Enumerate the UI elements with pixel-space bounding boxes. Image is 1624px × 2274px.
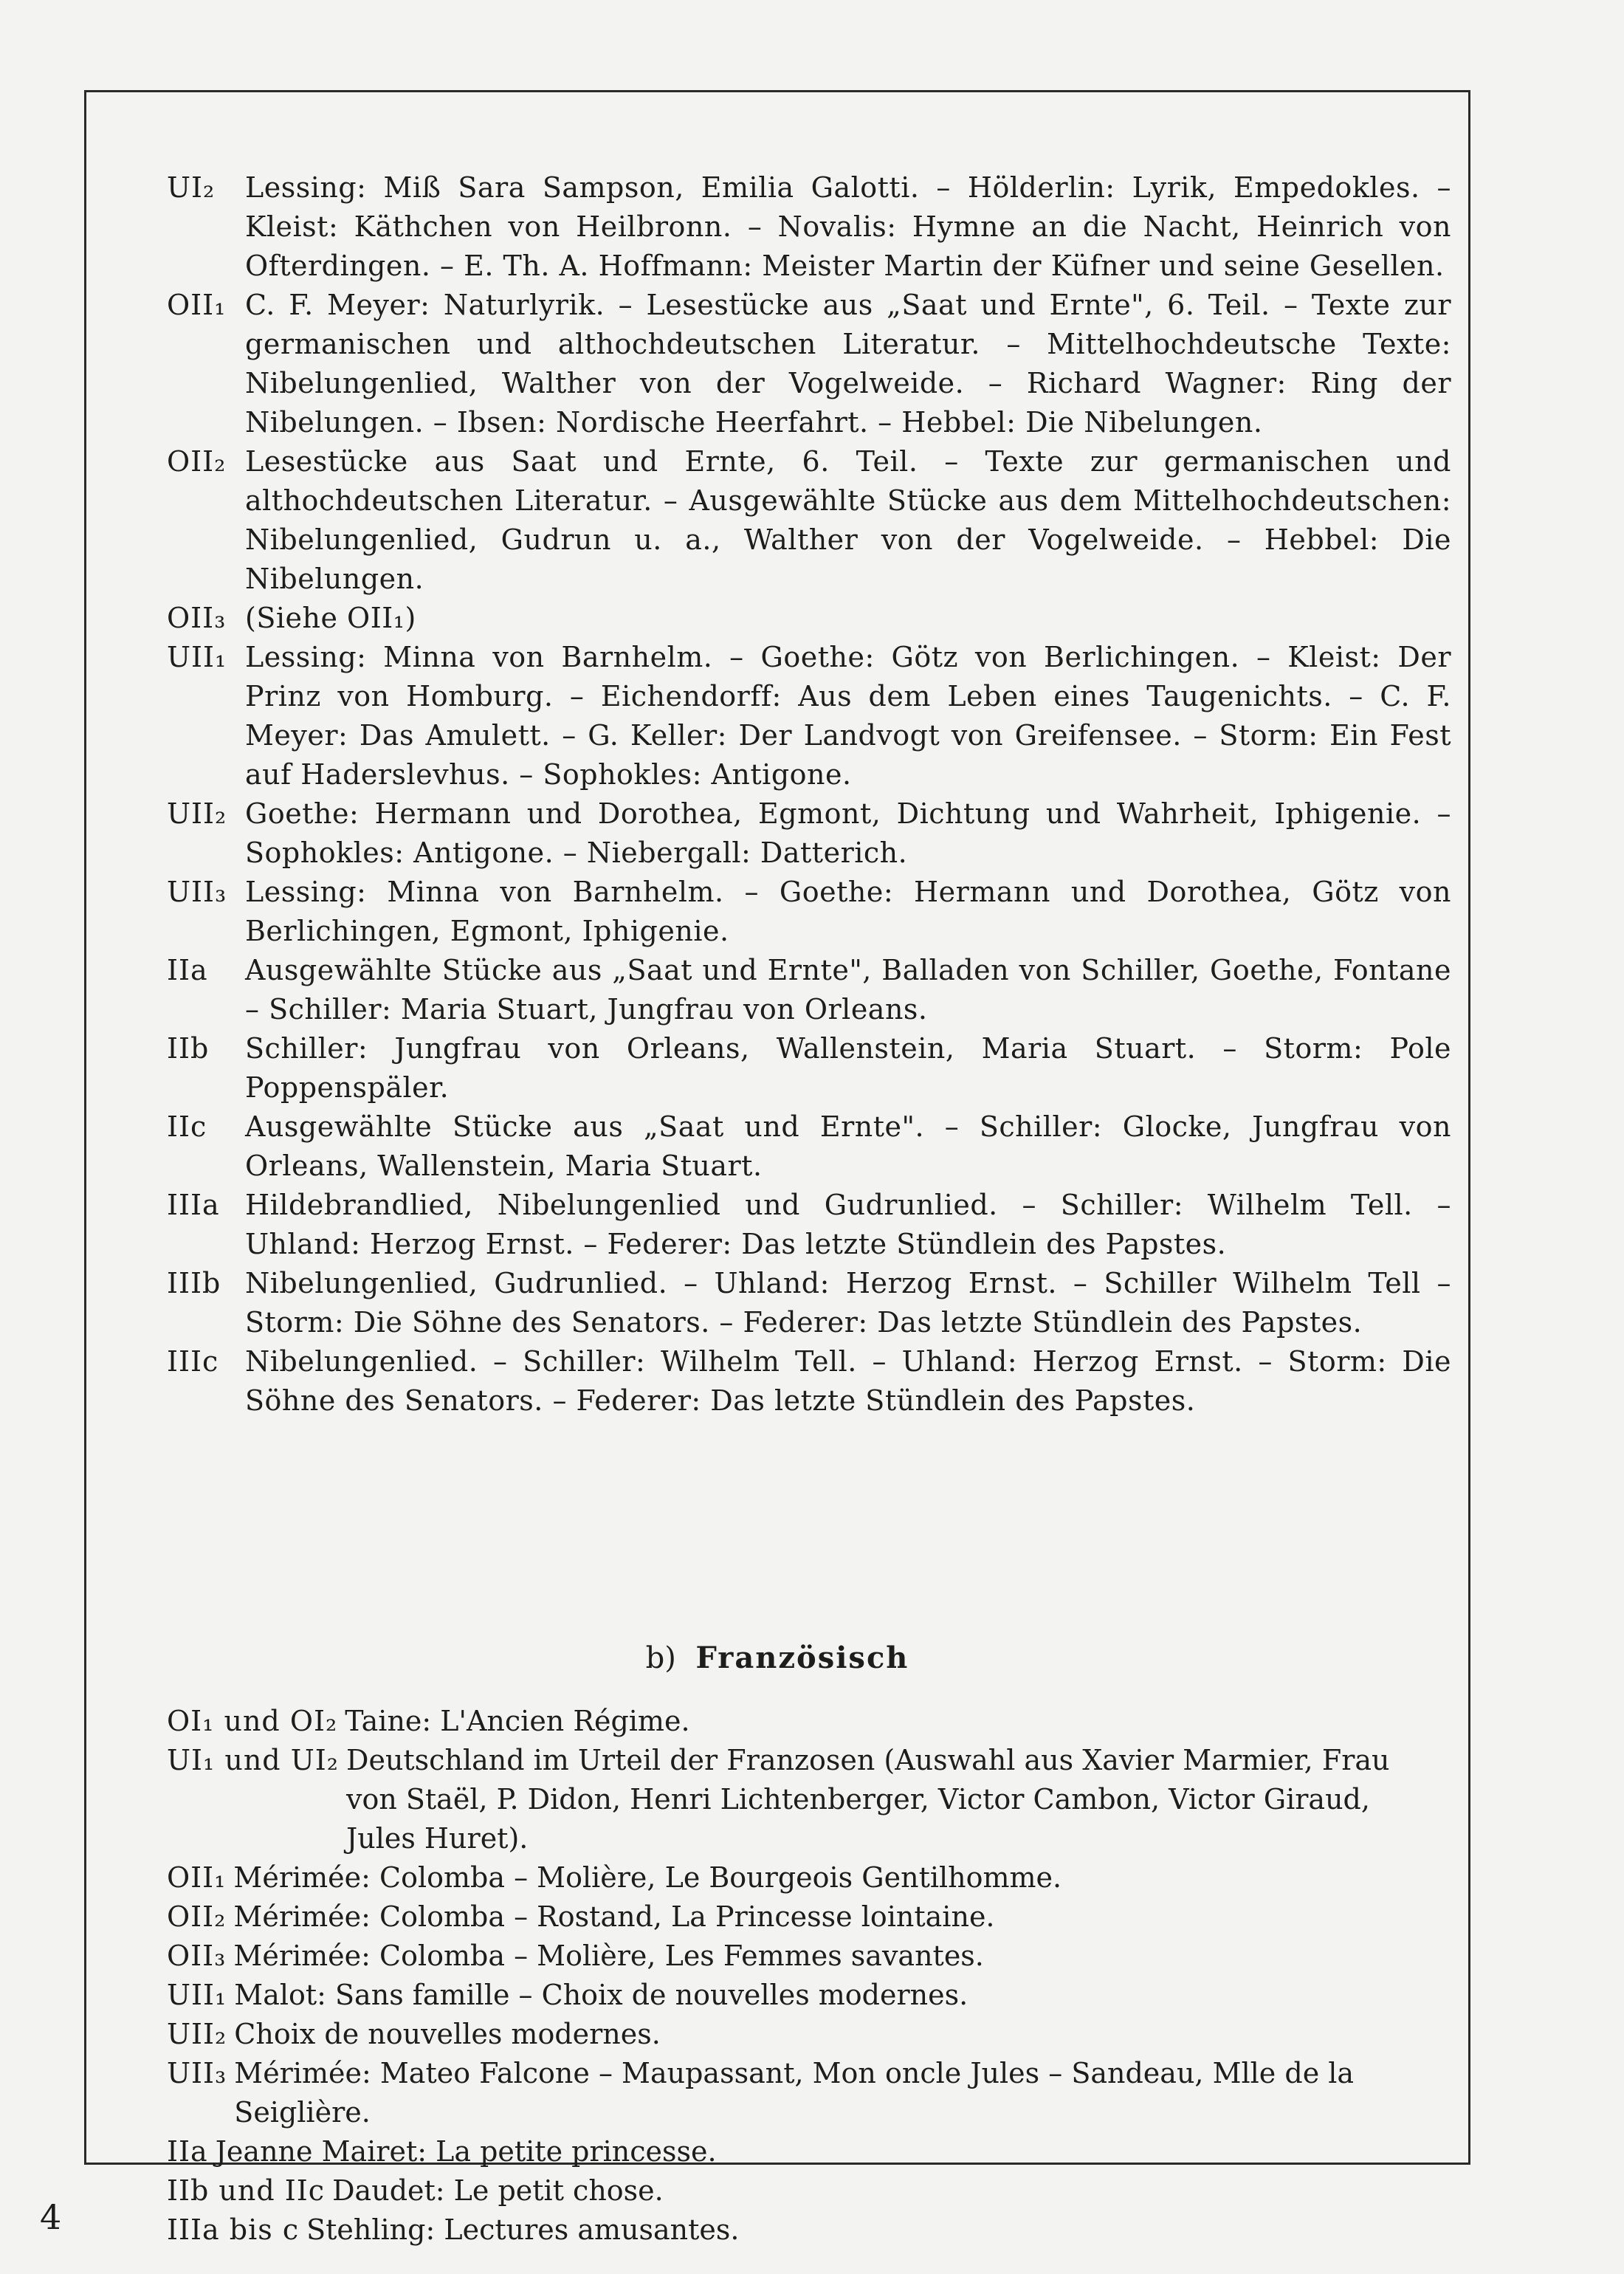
- class-label: IIb und IIc: [167, 2174, 326, 2207]
- list-item: [84, 2054, 1470, 2132]
- list-item: [84, 1937, 1470, 1976]
- list-item: [84, 1186, 1470, 1264]
- list-item: [84, 794, 1470, 873]
- list-item: [84, 1107, 1470, 1186]
- class-label: IIa: [167, 954, 208, 986]
- reading-text: Lesestücke aus Saat und Ernte, 6. Teil. – Texte zur germanischen und althochdeutschen Literatur. – Ausgewählte Stücke aus dem Mittelhochdeutschen: Nibelungenlied, Gudrun u. a., Walther von der Vogelweide. – Hebbel: Die Nibelungen.: [245, 445, 1451, 595]
- class-label: OII₃: [167, 1940, 227, 1972]
- page-number: 4: [40, 2197, 62, 2237]
- list-item: [84, 1264, 1470, 1342]
- reading-text: C. F. Meyer: Naturlyrik. – Lesestücke aus „Saat und Ernte", 6. Teil. – Texte zur germanischen und althochdeutschen Literatur. – Mittelhochdeutsche Texte: Nibelungenlied, Walther von der Vogelweide. – Richard Wagner: Ring der Nibelungen. – Ibsen: Nordische Heerfahrt. – Hebbel: Die Nibelungen.: [245, 289, 1451, 439]
- class-label: UII₂: [167, 797, 227, 830]
- german-reading-list: [84, 168, 1470, 1421]
- reading-text: Nibelungenlied, Gudrunlied. – Uhland: Herzog Ernst. – Schiller Wilhelm Tell – Storm: Die Söhne des Senators. – Federer: Das letzte Stündlein des Papstes.: [245, 1267, 1451, 1339]
- list-item: [84, 638, 1470, 794]
- reading-text: Taine: L'Ancien Régime.: [345, 1705, 690, 1737]
- reading-text: (Siehe OII₁): [245, 602, 416, 634]
- reading-text: Stehling: Lectures amusantes.: [306, 2213, 740, 2246]
- class-label: OII₁: [167, 289, 227, 321]
- list-item: [84, 599, 1470, 638]
- reading-text: Mérimée: Colomba – Molière, Les Femmes savantes.: [233, 1940, 984, 1972]
- list-item: [84, 2015, 1470, 2054]
- list-item: [84, 168, 1470, 286]
- class-label: OII₂: [167, 445, 227, 478]
- class-label: UII₁: [167, 641, 227, 673]
- class-label: IIc: [167, 1110, 207, 1143]
- reading-text: Mérimée: Colomba – Molière, Le Bourgeois Gentilhomme.: [233, 1861, 1062, 1894]
- class-label: UI₂: [167, 171, 216, 204]
- reading-text: Hildebrandlied, Nibelungenlied und Gudrunlied. – Schiller: Wilhelm Tell. – Uhland: Herzog Ernst. – Federer: Das letzte Stündlein des Papstes.: [245, 1189, 1451, 1260]
- class-label: UII₂: [167, 2018, 227, 2050]
- class-label: IIb: [167, 1032, 210, 1065]
- reading-text: Mérimée: Colomba – Rostand, La Princesse lointaine.: [233, 1900, 995, 1933]
- class-label: UII₃: [167, 2057, 227, 2089]
- class-label: OII₃: [167, 602, 227, 634]
- reading-text: Goethe: Hermann und Dorothea, Egmont, Dichtung und Wahrheit, Iphigenie. – Sophokles: Antigone. – Niebergall: Datterich.: [245, 797, 1451, 869]
- list-item: [84, 873, 1470, 951]
- class-label: IIIa: [167, 1189, 220, 1221]
- reading-text: Daudet: Le petit chose.: [332, 2174, 664, 2207]
- class-label: IIIc: [167, 1345, 219, 1378]
- reading-text: Ausgewählte Stücke aus „Saat und Ernte". – Schiller: Glocke, Jungfrau von Orleans, Wallenstein, Maria Stuart.: [245, 1110, 1451, 1182]
- list-item: [84, 1976, 1470, 2015]
- section-title: Französisch: [695, 1641, 909, 1675]
- class-label: IIIa bis c: [167, 2213, 300, 2246]
- class-label: OII₁: [167, 1861, 227, 1894]
- list-item: [84, 1897, 1470, 1937]
- class-label: UII₃: [167, 876, 227, 908]
- list-item: [84, 1029, 1470, 1107]
- reading-text: Ausgewählte Stücke aus „Saat und Ernte", Balladen von Schiller, Goethe, Fontane – Schiller: Maria Stuart, Jungfrau von Orleans.: [245, 954, 1451, 1026]
- section-heading-french: [84, 1638, 1470, 1679]
- class-label: IIa: [167, 2135, 208, 2168]
- list-item: [84, 951, 1470, 1029]
- class-label: OII₂: [167, 1900, 227, 1933]
- class-label: OI₁ und OI₂: [167, 1705, 338, 1737]
- list-item: [84, 2211, 1470, 2250]
- reading-text: Jeanne Mairet: La petite princesse.: [215, 2135, 717, 2168]
- french-reading-list: [84, 1702, 1470, 2250]
- list-item: [84, 442, 1470, 599]
- class-label: UII₁: [167, 1979, 227, 2011]
- reading-text: Deutschland im Urteil der Franzosen (Auswahl aus Xavier Marmier, Frau von Staël, P. Didon, Henri Lichtenberger, Victor Cambon, Victor Giraud, Jules Huret).: [345, 1744, 1390, 1855]
- reading-text: Schiller: Jungfrau von Orleans, Wallenstein, Maria Stuart. – Storm: Pole Poppenspäler.: [245, 1032, 1451, 1104]
- class-label: IIIb: [167, 1267, 221, 1299]
- section-letter: b): [645, 1641, 676, 1675]
- reading-text: Choix de nouvelles modernes.: [234, 2018, 661, 2050]
- reading-text: Malot: Sans famille – Choix de nouvelles modernes.: [234, 1979, 968, 2011]
- list-item: [84, 1702, 1470, 1741]
- reading-text: Lessing: Minna von Barnhelm. – Goethe: Götz von Berlichingen. – Kleist: Der Prinz von Homburg. – Eichendorff: Aus dem Leben eines Taugenichts. – C. F. Meyer: Das Amulett. – G. Keller: Der Landvogt von Greifensee. – Storm: Ein Fest auf Haderslevhus. – Sophokles: Antigone.: [245, 641, 1451, 791]
- reading-text: Lessing: Miß Sara Sampson, Emilia Galotti. – Hölderlin: Lyrik, Empedokles. – Kleist: Käthchen von Heilbronn. – Novalis: Hymne an die Nacht, Heinrich von Ofterdingen. – E. Th. A. Hoffmann: Meister Martin der Küfner und seine Gesellen.: [245, 171, 1451, 282]
- list-item: [84, 1342, 1470, 1421]
- list-item: [84, 286, 1470, 442]
- reading-text: Lessing: Minna von Barnhelm. – Goethe: Hermann und Dorothea, Götz von Berlichingen, Egmont, Iphigenie.: [245, 876, 1451, 947]
- list-item: [84, 1858, 1470, 1897]
- reading-text: Mérimée: Mateo Falcone – Maupassant, Mon oncle Jules – Sandeau, Mlle de la Seiglière.: [234, 2057, 1355, 2129]
- class-label: UI₁ und UI₂: [167, 1744, 339, 1776]
- list-item: [84, 2132, 1470, 2171]
- list-item: [84, 2171, 1470, 2211]
- list-item: [84, 1741, 1470, 1858]
- reading-text: Nibelungenlied. – Schiller: Wilhelm Tell. – Uhland: Herzog Ernst. – Storm: Die Söhne des Senators. – Federer: Das letzte Stündlein des Papstes.: [245, 1345, 1451, 1417]
